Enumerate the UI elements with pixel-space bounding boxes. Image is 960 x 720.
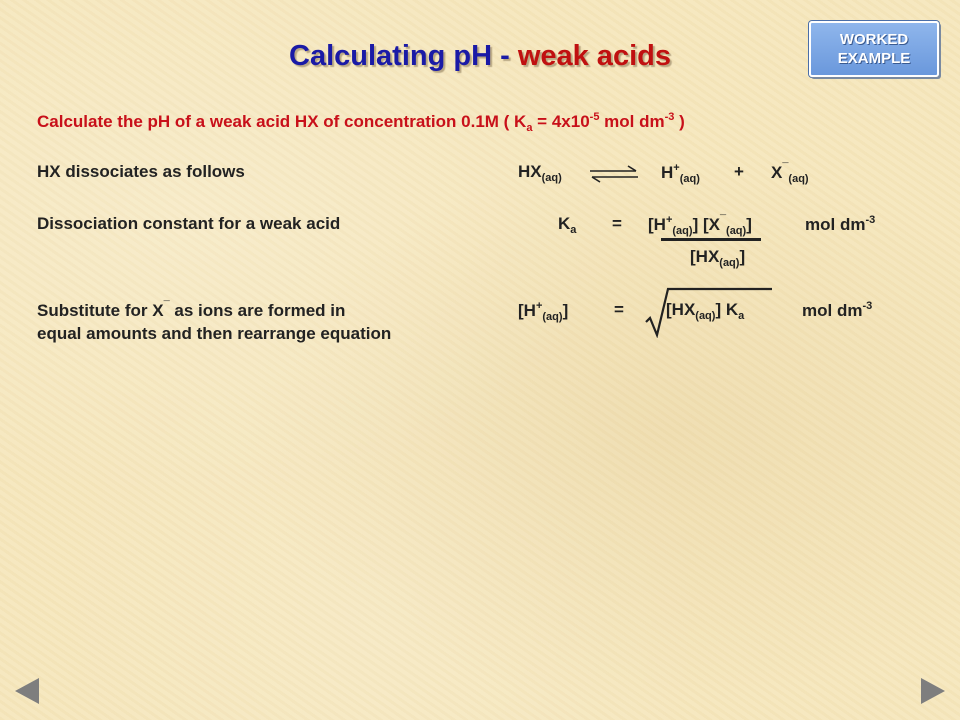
step3-lhs: $[H^+_{(aq)}]$: [518, 300, 569, 323]
step3-radicand: $[HX_{(aq)}]$ $K_a$: [666, 300, 745, 322]
title-part-1: Calculating pH -: [289, 40, 518, 72]
step1-plus: +: [734, 162, 744, 181]
badge-line-1: WORKED: [839, 31, 909, 48]
badge-line-2: EXAMPLE: [837, 50, 911, 67]
step3-unit: mol $dm^{-3}$: [802, 300, 873, 320]
step2-label: Dissociation constant for a weak acid: [37, 214, 341, 233]
step3-line-2: equal amounts and then rearrange equation: [37, 324, 392, 343]
equilibrium-arrow-icon: [588, 164, 640, 184]
fraction-bar: [661, 238, 761, 241]
step1-label: HX dissociates as follows: [37, 162, 245, 181]
step3-equals: =: [614, 300, 624, 319]
step2-equals: =: [612, 214, 622, 233]
question-text: Calculate the pH of a weak acid HX of concentration 0.1M ( $K_a = 4x10^{-5}$ mol $dm^{-3}$ ): [37, 111, 685, 134]
previous-arrow-icon[interactable]: [15, 678, 39, 704]
title-part-2: weak acids: [517, 40, 671, 72]
step1-reactant: $HX_{(aq)}$: [518, 162, 562, 184]
step1-product-x: $X^¯_{(aq)}$: [771, 162, 809, 185]
step2-denominator: $[HX_{(aq)}]$: [690, 247, 746, 269]
worked-example-badge[interactable]: [809, 21, 939, 77]
step2-numerator: $[H^+_{(aq)}]$ $[X^¯_{(aq)}]$: [648, 214, 752, 237]
step1-product-h: $H^+_{(aq)}$: [661, 162, 700, 185]
step2-ka: $K_a$: [558, 214, 577, 236]
step3-line-1: Substitute for X¯ as ions are formed in: [37, 300, 346, 320]
step2-unit: mol $dm^{-3}$: [805, 214, 876, 234]
next-arrow-icon[interactable]: [921, 678, 945, 704]
